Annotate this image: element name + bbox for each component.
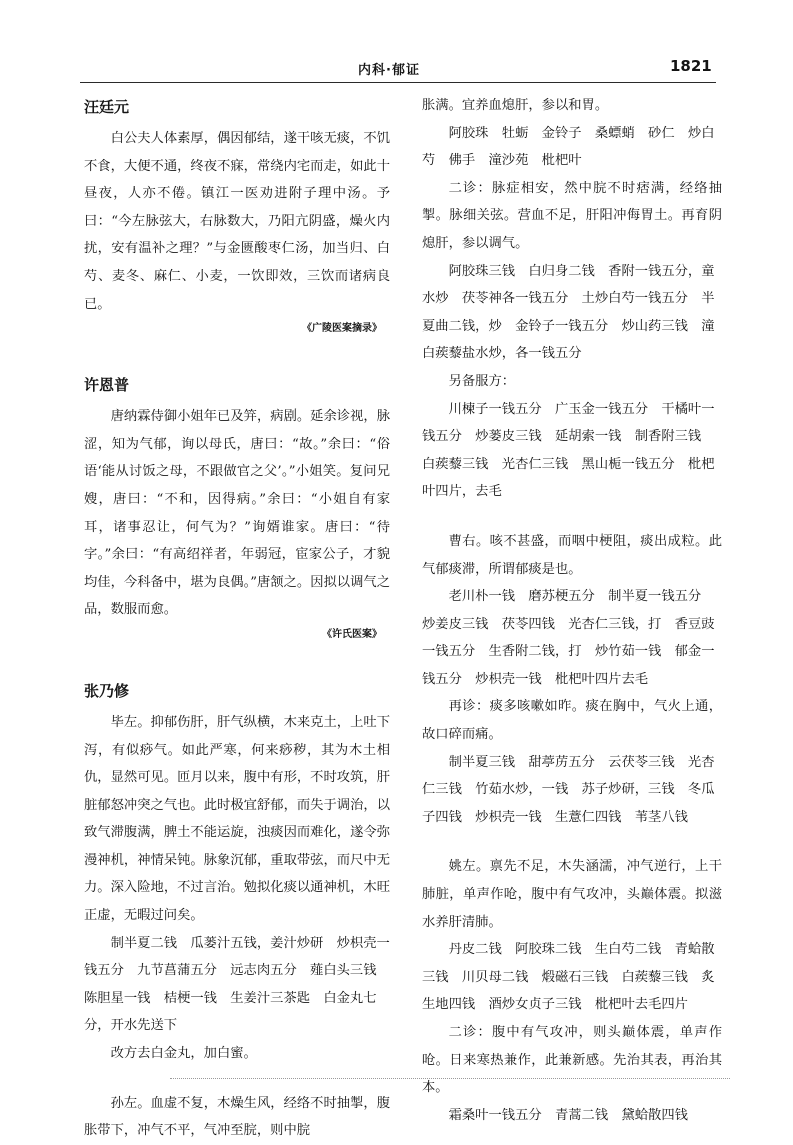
prescription: 川楝子一钱五分 广玉金一钱五分 干橘叶一钱五分 炒蒌皮三钱 延胡索一钱 制香附三钱 白蒺藜三钱 光杏仁三钱 黑山栀一钱五分 枇杷叶四片，去毛	[422, 401, 715, 500]
prescription: 丹皮二钱 阿胶珠二钱 生白芍二钱 青蛤散三钱 川贝母二钱 煅磁石三钱 白蒺藜三钱 炙生地四钱 酒炒女贞子三钱 枇杷叶去毛四片	[422, 942, 715, 1013]
running-header-title: 内科·郁证	[358, 63, 420, 78]
entry-title-xu-enpu: 许恩普	[84, 376, 130, 395]
source-citation: 《许氏医案》	[322, 628, 382, 640]
prescription: 老川朴一钱 磨苏梗五分 制半夏一钱五分 炒姜皮三钱 茯苓四钱 光杏仁三钱，打 香豆豉一钱五分 生香附二钱，打 炒竹茹一钱 郁金一钱五分 炒枳壳一钱 枇杷叶四片去毛	[422, 589, 715, 687]
prescription: 阿胶珠三钱 白归身二钱 香附一钱五分，童水炒 茯苓神各一钱五分 土炒白芍一钱五分 半夏曲二钱，炒 金铃子一钱五分 炒山药三钱 潼白蒺藜盐水炒，各一钱五分	[422, 263, 715, 362]
entry-paragraph: 白公夫人体素厚，偶因郁结，遂干咳无痰，不饥不食，大便不通，终夜不寐，常绕内宅而走，如此十昼夜，人亦不倦。镇江一医劝进附子理中汤。予曰：“今左脉弦大，右脉数大，乃阳亢阴盛，燥火内扰，安有温补之理？”与金匮酸枣仁汤，加当归、白芍、麦冬、麻仁、小麦，一饮即效，三饮而诸病良已。	[84, 131, 390, 312]
bottom-scan-line	[170, 1078, 730, 1079]
prescription: 制半夏二钱 瓜蒌汁五钱，姜汁炒研 炒枳壳一钱五分 九节菖蒲五分 远志肉五分 薤白头三钱 陈胆星一钱 桔梗一钱 生姜汁三茶匙 白金丸七分，开水先送下	[84, 935, 390, 1034]
header-rule	[80, 82, 716, 83]
left-column	[84, 92, 390, 1145]
page-number: 1821	[670, 57, 712, 75]
entry-paragraph: 唐纳霖侍御小姐年已及笄，病剧。延余诊视，脉涩，知为气郁，询以母氏，唐曰：“故。”余曰：“俗语‘能从讨饭之母，不跟做官之父’。”小姐笑。复问兄嫂，唐曰：“不和，因得病。”余曰：“小姐自有家耳，诸事忍让，何气为？”询婿谁家。唐曰：“待字。”余曰：“有高绍祥者，年弱冠，宦家公子，才貌均佳，今科备中，堪为良偶。”唐颔之。因拟以调气之品，数服而愈。	[84, 409, 390, 618]
prescription: 制半夏三钱 甜葶苈五分 云茯苓三钱 光杏仁三钱 竹茹水炒，一钱 苏子炒研，三钱 冬瓜子四钱 炒枳壳一钱 生薏仁四钱 苇茎八钱	[422, 754, 715, 825]
right-column	[422, 92, 722, 1129]
source-citation: 《广陵医案摘录》	[302, 323, 382, 335]
entry-paragraph: 另备服方：	[448, 373, 516, 389]
entry-title-zhang-naixiu: 张乃修	[84, 681, 130, 700]
entry-paragraph: 改方去白金丸，加白蜜。	[110, 1046, 257, 1062]
entry-title-wang-tingyuan: 汪廷元	[84, 98, 130, 116]
prescription: 霜桑叶一钱五分 青蒿二钱 黛蛤散四钱	[448, 1107, 688, 1123]
entry-paragraph: 毕左。抑郁伤肝，肝气纵横，木来克土，上吐下泻，有似痧气。如此严寒，何来痧秽，其为木土相仇，显然可见。匝月以来，腹中有形，不时攻筑，肝脏郁怒冲突之气也。此时极宜舒郁，而失于调治，以致气滞腹满，脾土不能运旋，浊痰因而难化，遂令弥漫神机，神情呆钝。脉象沉郁，重取带弦，而尺中无力。深入险地，不过言治。勉拟化痰以通神机，木旺正虚，无暇过问矣。	[84, 714, 390, 924]
entry-paragraph: 再诊：痰多咳嗽如昨。痰在胸中，气火上通，故口碎而痛。	[422, 699, 722, 743]
entry-paragraph: 姚左。禀先不足，木失涵濡，冲气逆行，上干肺脏，单声作呛，腹中有气攻冲，头巅体震。拟滋水养肝清肺。	[422, 859, 722, 930]
entry-paragraph: 胀满。宜养血熄肝，参以和胃。	[422, 98, 609, 113]
entry-paragraph: 曹右。咳不甚盛，而咽中梗阻，痰出成粒。此气郁痰滞，所谓郁痰是也。	[422, 533, 722, 577]
entry-paragraph: 二诊：腹中有气攻冲，则头巅体震，单声作呛。日来寒热兼作，此兼新感。先治其表，再治其本。	[422, 1025, 722, 1096]
entry-paragraph: 二诊：脉症相安，然中脘不时痞满，经络抽掣。脉细关弦。营血不足，肝阳冲侮胃土。再育阴熄肝，参以调气。	[422, 180, 722, 251]
entry-paragraph: 孙左。血虚不复，木燥生风，经络不时抽掣，腹胀带下，冲气不平，气冲至脘，则中脘	[84, 1095, 390, 1139]
prescription: 阿胶珠 牡蛎 金铃子 桑螵蛸 砂仁 炒白芍 佛手 潼沙苑 枇杷叶	[422, 125, 715, 169]
